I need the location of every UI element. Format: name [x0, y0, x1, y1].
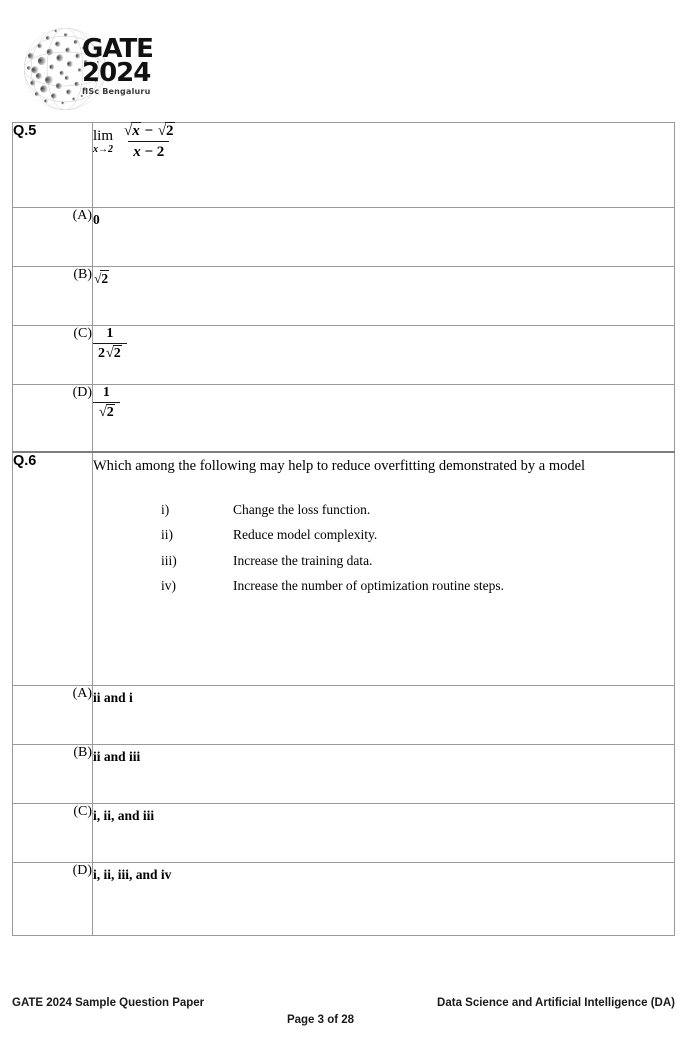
option-label-q6-d: (D)	[13, 863, 93, 936]
option-value-q6-d[interactable]: i, ii, iii, and iv	[93, 863, 675, 936]
option-row-q6-c	[13, 804, 675, 863]
option-label-q5-c: (C)	[13, 326, 93, 385]
exam-logo	[22, 24, 202, 116]
question-row-q5	[13, 123, 675, 208]
footer-right-text: Data Science and Artificial Intelligence (DA)	[437, 997, 675, 1009]
sub-item-text: Reduce model complexity.	[233, 527, 378, 543]
option-row-q5-d	[13, 385, 675, 453]
fraction-one-over-root-two: $\frac{1}{√2}$	[93, 385, 120, 421]
limit-expression	[93, 123, 180, 162]
question-body-q5	[93, 123, 675, 208]
list-item	[161, 552, 674, 570]
option-label-q6-a: (A)	[13, 686, 93, 745]
question-text-q6: Which among the following may help to reduce overfitting demonstrated by a model	[93, 458, 586, 474]
page-number: Page 3 of 28	[286, 1014, 355, 1026]
sub-item-number: iii)	[161, 552, 177, 568]
limit-operator: lim x→2	[93, 128, 114, 156]
sub-item-number: iv)	[161, 578, 176, 594]
question-table	[12, 122, 675, 936]
fraction-denominator: 2√2	[93, 343, 127, 362]
option-row-q5-a	[13, 208, 675, 267]
question-row-q6	[13, 452, 675, 686]
option-value-q6-b[interactable]: ii and iii	[93, 745, 675, 804]
question-body-q6	[93, 452, 675, 686]
option-row-q5-b	[13, 267, 675, 326]
logo-institute: IISc Bengaluru	[82, 86, 151, 96]
option-row-q5-c	[13, 326, 675, 385]
logo-brand: GATE	[82, 34, 153, 64]
option-label-q5-b: (B)	[13, 267, 93, 326]
option-label-q6-b: (B)	[13, 745, 93, 804]
option-value-q5-d[interactable]	[93, 385, 675, 453]
fraction-one-over-two-root-two: $\frac{1}{2√2}$	[93, 326, 127, 362]
option-value-q6-c[interactable]: i, ii, and iii	[93, 804, 675, 863]
fraction-denominator: x − 2	[128, 141, 169, 161]
sub-item-number: ii)	[161, 527, 173, 543]
option-value-q5-a[interactable]: 0	[93, 208, 675, 267]
sub-item-number: i)	[161, 501, 170, 517]
option-label-q6-c: (C)	[13, 804, 93, 863]
footer-left-text: GATE 2024 Sample Question Paper	[12, 997, 205, 1009]
list-item	[161, 501, 674, 519]
sub-item-text: Change the loss function.	[233, 501, 371, 517]
logo-year: 2024	[82, 57, 151, 88]
option-label-q5-a: (A)	[13, 208, 93, 267]
question-number-q5: Q.5	[13, 123, 93, 208]
sub-item-list	[161, 501, 674, 595]
fraction-numerator: √x − √2	[124, 123, 174, 139]
option-label-q5-d: (D)	[13, 385, 93, 453]
question-number-q6: Q.6	[13, 452, 93, 686]
option-value-q5-b[interactable]	[93, 267, 675, 326]
option-row-q6-d	[13, 863, 675, 936]
option-value-q6-a[interactable]: ii and i	[93, 686, 675, 745]
option-row-q6-a	[13, 686, 675, 745]
list-item	[161, 577, 674, 595]
option-value-q5-c[interactable]	[93, 326, 675, 385]
sqrt-two: √2	[94, 271, 109, 286]
option-row-q6-b	[13, 745, 675, 804]
sub-item-text: Increase the number of optimization routine steps.	[233, 578, 505, 594]
page-footer	[12, 997, 675, 1026]
list-item	[161, 526, 674, 544]
limit-fraction	[118, 123, 180, 162]
sub-item-text: Increase the training data.	[233, 552, 373, 568]
fraction-denominator: √2	[93, 402, 120, 421]
